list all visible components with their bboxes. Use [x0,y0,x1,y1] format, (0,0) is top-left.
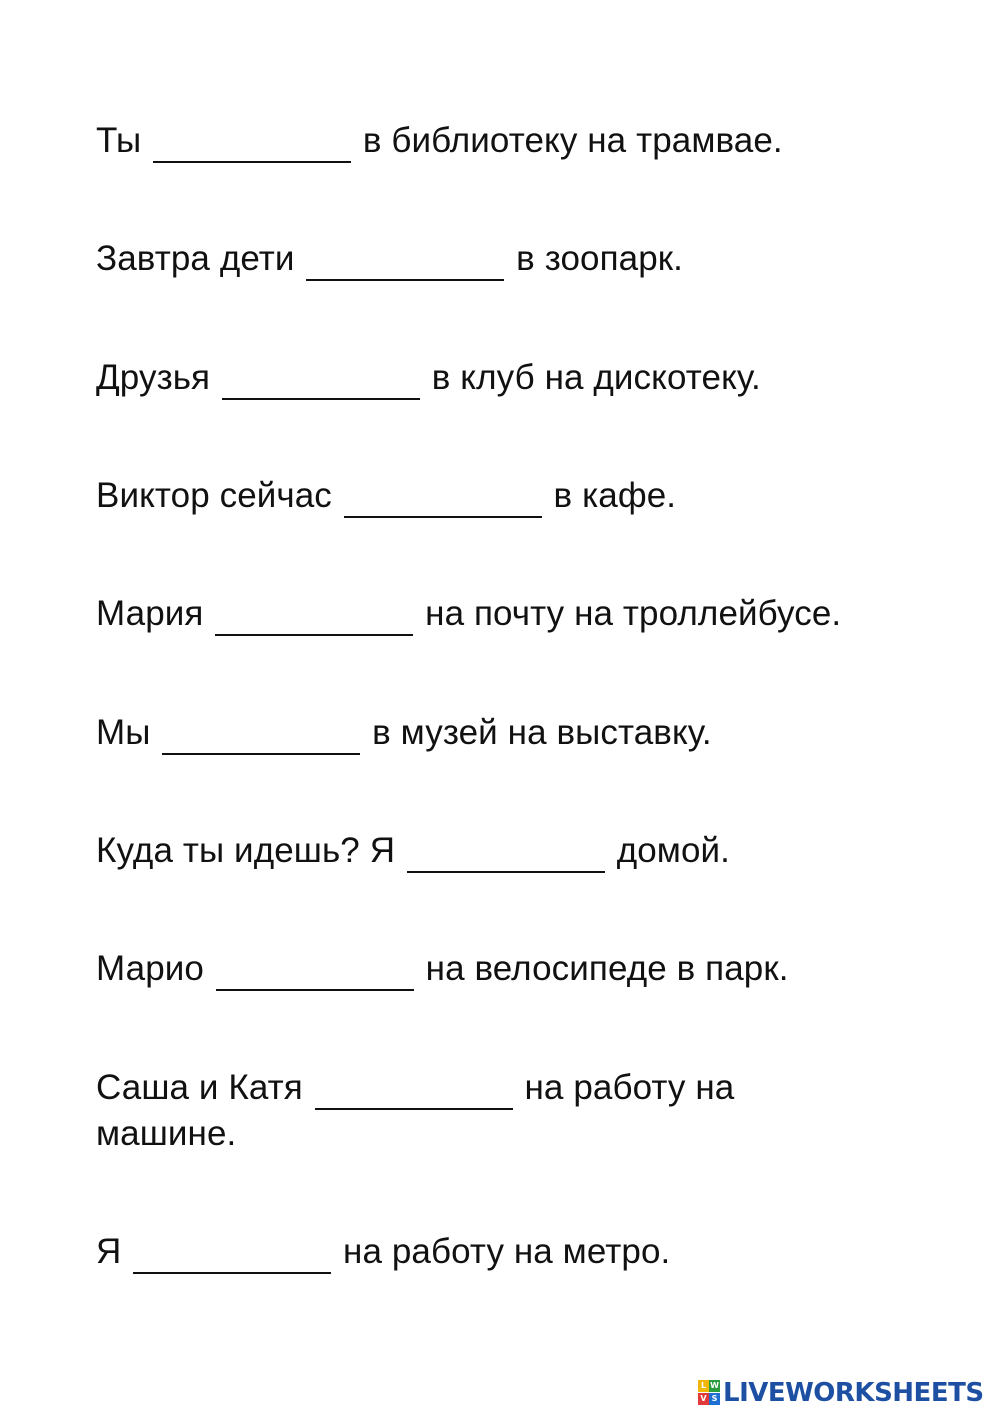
sentence-text-before: Куда ты идешь? Я [96,831,405,870]
sentence-4 [96,473,916,519]
sentence-10 [96,1229,916,1275]
answer-input-4[interactable] [344,484,542,518]
sentence-text-after: в зоопарк. [506,239,684,278]
sentence-text-before: Мы [96,713,161,752]
sentence-text-after: в музей на выставку. [362,713,712,752]
sentence-9 [96,1065,786,1157]
sentence-text-before: Виктор сейчас [96,476,342,515]
sentence-text-before: Марио [96,949,214,988]
brand-name: LIVEWORKSHEETS [723,1378,984,1408]
sentence-text-before: Ты [96,121,152,160]
logo-tile: W [710,1381,719,1390]
answer-input-1[interactable] [153,129,351,163]
answer-input-9[interactable] [315,1076,513,1110]
sentence-text-after: в клуб на дискотеку. [421,358,761,397]
answer-input-10[interactable] [133,1240,331,1274]
sentence-7 [96,828,916,874]
sentence-text-before: Мария [96,594,214,633]
sentence-text-after: на почту на троллейбусе. [415,594,842,633]
sentence-8 [96,946,916,992]
liveworksheets-brand[interactable] [698,1377,984,1409]
sentence-3 [96,355,916,401]
logo-tile: V [698,1393,709,1405]
sentence-text-before: Я [96,1232,132,1271]
liveworksheets-logo-icon [698,1380,720,1406]
answer-input-3[interactable] [222,366,420,400]
sentence-text-before: Завтра дети [96,239,305,278]
answer-input-6[interactable] [162,721,360,755]
logo-tile: L [698,1380,709,1392]
sentence-2 [96,236,916,282]
sentence-1 [96,118,916,164]
sentence-text-after: на работу на метро. [333,1232,671,1271]
answer-input-2[interactable] [306,247,504,281]
sentence-text-after: домой. [606,831,731,870]
sentence-text-after: на работу на машине. [96,1068,745,1153]
sentence-text-after: в кафе. [543,476,677,515]
sentence-text-after: в библиотеку на трамвае. [353,121,783,160]
answer-input-8[interactable] [216,957,414,991]
logo-tile: S [709,1393,720,1405]
sentence-text-before: Саша и Катя [96,1068,313,1107]
sentence-text-after: на велосипеде в парк. [415,949,789,988]
sentence-6 [96,710,916,756]
answer-input-7[interactable] [407,839,605,873]
sentence-text-before: Друзья [96,358,220,397]
sentence-5 [96,591,916,637]
answer-input-5[interactable] [215,602,413,636]
